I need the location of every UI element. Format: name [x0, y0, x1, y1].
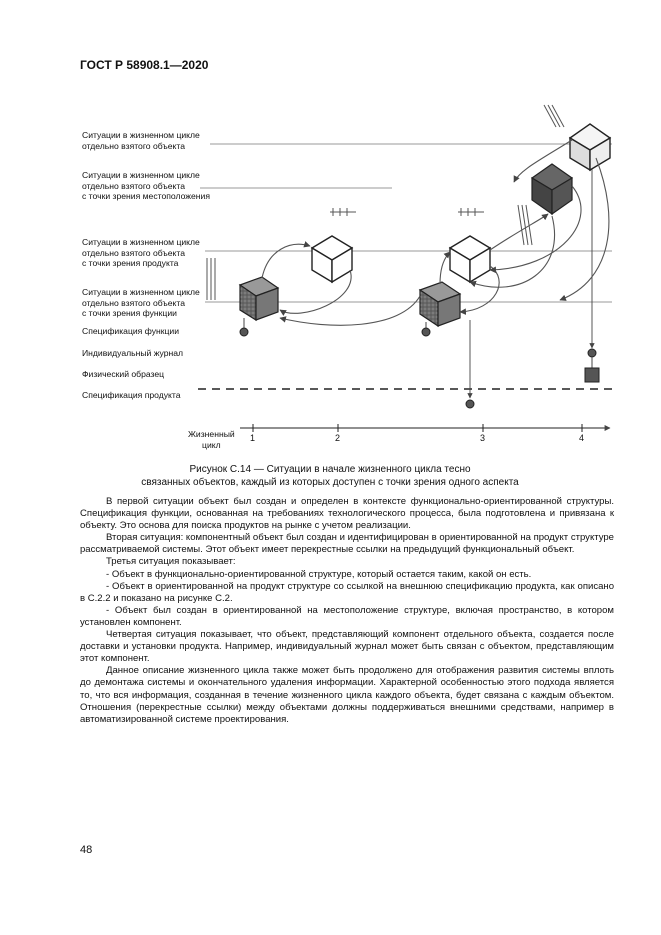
spec-function-circle-3	[422, 328, 430, 336]
cube-product-2	[312, 236, 352, 282]
hatch-tag-top	[544, 105, 564, 127]
level-label-spec-function: Спецификация функции	[82, 326, 180, 336]
cube-function-3	[420, 282, 460, 326]
hatch-tag-product	[330, 208, 484, 216]
level-label-journal: Индивидуальный журнал	[82, 348, 184, 358]
paragraph: Данное описание жизненного цикла также может быть продолжено для отображения развития системы вплоть до демонтажа системы и окончательного удаления информации. Характерной особенностью этого подхода является то, что вся информация, созданная в течение жизненного цикла каждого объекта, будет связана с каждым объектом. Отношения (перекрестные ссылки) между объектами должны поддерживаться внешними средствами, например в автоматизированной системе проектирования.	[80, 665, 614, 725]
level-label-function: Ситуации в жизненном цикле отдельно взятого объекта с точки зрения функции	[82, 287, 200, 318]
standard-header: ГОСТ Р 58908.1—2020	[80, 58, 209, 72]
cube-object-4	[570, 124, 610, 170]
figure-caption: Рисунок С.14 — Ситуации в начале жизненного цикла тесно связанных объектов, каждый из которых доступен с точки зрения одного аспекта	[141, 464, 519, 488]
journal-circle	[588, 349, 596, 357]
list-item: - Объект был создан в ориентированной на местоположение структуре, включая пространство, в котором установлен компонент.	[80, 604, 614, 628]
spec-function-circle	[240, 328, 248, 336]
tick-label: 3	[480, 433, 486, 443]
level-label-spec-product: Спецификация продукта	[82, 390, 181, 400]
tick-label: 1	[250, 433, 256, 443]
level-label-sample: Физический образец	[82, 369, 165, 379]
tick-label: 2	[335, 433, 341, 443]
paragraph: Вторая ситуация: компонентный объект был создан и идентифицирован в ориентированной на продукт структуре рассматриваемой системы. Этот объект имеет перекрестные ссылки на предыдущий функциональный объект.	[80, 532, 614, 556]
axis-title: Жизненный цикл	[188, 429, 235, 450]
paragraph: Третья ситуация показывает:	[106, 556, 236, 568]
cube-location-3	[532, 164, 572, 214]
level-label-location: Ситуации в жизненном цикле отдельно взятого объекта с точки зрения местоположения	[82, 170, 210, 201]
body-text	[80, 496, 614, 726]
tick-label: 4	[579, 433, 585, 443]
paragraph: Четвертая ситуация показывает, что объект, представляющий компонент отдельного объекта, создается после доставки и установки продукта. Например, индивидуальный журнал может быть связан с объектом, представляющим этот компонент.	[80, 629, 614, 665]
paragraph: В первой ситуации объект был создан и определен в контексте функционально-ориентированной структуры. Спецификация функции, основанная на требованиях технологического процесса, была подготовлена и привязана к объекту. Это основа для поиска продуктов на рынке с учетом реализации.	[80, 496, 614, 532]
cube-function-1	[240, 277, 278, 320]
page-number: 48	[80, 844, 93, 856]
level-label-product: Ситуации в жизненном цикле отдельно взятого объекта с точки зрения продукта	[82, 237, 200, 268]
spec-product-circle	[466, 400, 474, 408]
list-item: - Объект в ориентированной на продукт структуре со ссылкой на внешнюю спецификацию продукта, как описано в С.2.2 и показано на рисунке С.2.	[80, 580, 614, 604]
physical-sample-square	[585, 368, 599, 382]
level-label-object: Ситуации в жизненном цикле отдельно взятого объекта	[82, 130, 200, 151]
list-item: - Объект в функционально-ориентированной структуре, который остается таким, какой он есть.	[106, 568, 532, 580]
cube-product-3	[450, 236, 490, 282]
hatch-tag-1	[207, 258, 215, 300]
